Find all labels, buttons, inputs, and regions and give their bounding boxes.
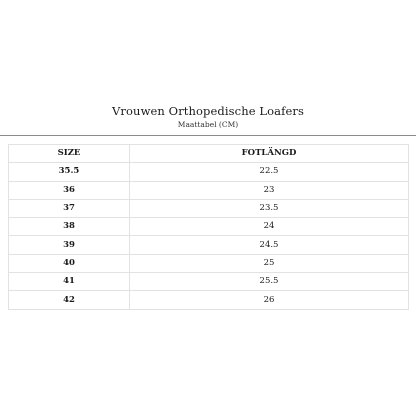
table-header-row [9, 145, 409, 163]
length-cell: 23.5 [130, 199, 409, 217]
column-header-foot-length: FOTLÄNGD [130, 145, 409, 163]
size-cell: 42 [9, 291, 130, 309]
size-cell: 37 [9, 199, 130, 217]
size-cell: 41 [9, 273, 130, 291]
length-cell: 26 [130, 291, 409, 309]
size-cell: 36 [9, 181, 130, 199]
table-row [9, 291, 409, 309]
table-row [9, 181, 409, 199]
length-cell: 25 [130, 254, 409, 272]
size-cell: 40 [9, 254, 130, 272]
size-table [8, 144, 409, 310]
column-header-size: SIZE [9, 145, 130, 163]
length-cell: 22.5 [130, 163, 409, 181]
table-row [9, 163, 409, 181]
page-subtitle: Maattabel (CM) [177, 120, 239, 129]
table-row [9, 254, 409, 272]
size-cell: 38 [9, 218, 130, 236]
size-cell: 35.5 [9, 163, 130, 181]
size-cell: 39 [9, 236, 130, 254]
table-row [9, 236, 409, 254]
length-cell: 23 [130, 181, 409, 199]
table-row [9, 273, 409, 291]
table-row [9, 199, 409, 217]
page-title: Vrouwen Orthopedische Loafers [112, 104, 304, 118]
length-cell: 25.5 [130, 273, 409, 291]
length-cell: 24.5 [130, 236, 409, 254]
length-cell: 24 [130, 218, 409, 236]
table-row [9, 218, 409, 236]
divider [0, 135, 416, 136]
